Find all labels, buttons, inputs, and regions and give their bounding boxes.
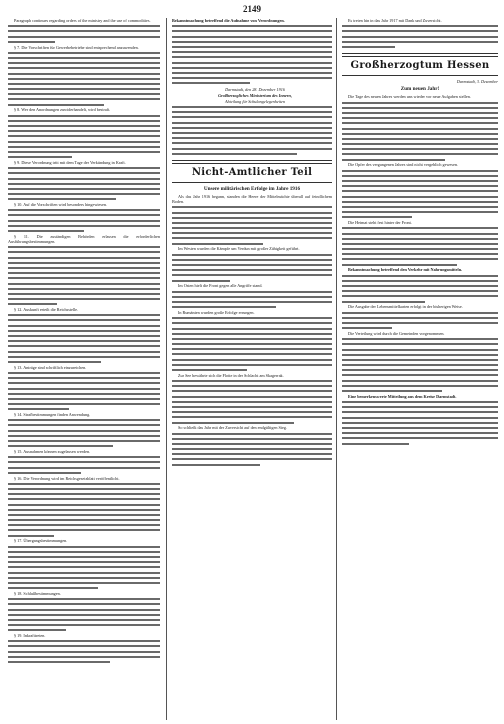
text-line (8, 435, 160, 439)
text-line (8, 624, 160, 628)
text-line (8, 319, 160, 323)
text-line (342, 41, 498, 45)
text-block (8, 456, 160, 475)
ministry-signature: Großherzogliches Ministerium des Innern, (218, 93, 292, 99)
text-line (8, 283, 160, 287)
text-line (8, 483, 160, 487)
text-line (8, 257, 160, 261)
text-line (172, 380, 332, 384)
text-line (172, 137, 332, 141)
text-line (8, 566, 160, 570)
column-rule (336, 18, 337, 720)
text-line (172, 254, 332, 258)
text-line (8, 388, 160, 392)
text-line (172, 111, 332, 115)
text-line (172, 464, 260, 468)
text-line (172, 72, 332, 76)
text-block (172, 433, 332, 468)
text-line (342, 432, 498, 436)
paragraph: Die Opfer des vergangenen Jahres sind nicht vergeblich gewesen. (348, 162, 458, 168)
text-line (342, 233, 498, 237)
text-line (342, 238, 498, 242)
text-line (342, 359, 498, 363)
text-line (172, 328, 332, 332)
text-line (172, 222, 332, 226)
paragraph: Im Osten hielt die Front gegen alle Angriffe stand. (178, 283, 263, 289)
text-line (8, 57, 160, 61)
paragraph: Zur See bewährte sich die Flotte in der Schlacht am Skagerrak. (178, 372, 284, 378)
text-line (8, 62, 160, 66)
text-line (8, 325, 160, 329)
text-block (172, 380, 332, 425)
paragraph: § 19. Inkrafttreten. (14, 633, 46, 639)
text-line (342, 128, 498, 132)
text-line (172, 353, 332, 357)
text-line (8, 509, 160, 513)
text-line (8, 193, 160, 197)
paragraph: Die Ausgabe der Lebensmittelkarten erfolgt in der bisherigen Weise. (348, 304, 463, 310)
text-block (342, 25, 498, 50)
text-line (8, 377, 160, 381)
text-line (342, 46, 395, 50)
text-line (8, 220, 160, 224)
text-line (342, 349, 498, 353)
text-line (342, 201, 498, 205)
text-line (172, 106, 332, 110)
text-line (172, 132, 332, 136)
section-divider (342, 53, 498, 57)
text-line (8, 167, 160, 171)
text-line (8, 651, 160, 655)
paragraph: § 16. Die Verordnung wird im Reichsgesetzblatt veröffentlicht. (14, 475, 120, 481)
text-line (8, 372, 160, 376)
text-line (342, 190, 498, 194)
article-title: Unsere militärischen Erfolge im Jahre 1916 (203, 185, 301, 192)
paragraph: § 18. Schlußbestimmungen. (14, 590, 61, 596)
text-line (8, 340, 160, 344)
text-line (8, 556, 160, 560)
text-line (172, 269, 332, 273)
text-line (342, 380, 498, 384)
text-line (8, 419, 160, 423)
paragraph: Die Tage des neuen Jahres werden uns wieder vor neue Aufgaben stellen. (348, 94, 471, 100)
text-line (172, 148, 332, 152)
text-line (172, 116, 332, 120)
text-line (342, 25, 498, 29)
paragraph: § 15. Ausnahmen können zugelassen werden. (14, 449, 91, 455)
text-line (342, 427, 498, 431)
text-block (342, 227, 498, 267)
text-line (8, 356, 160, 360)
text-line (172, 153, 297, 157)
text-line (8, 67, 160, 71)
text-block (342, 275, 498, 305)
text-line (172, 338, 332, 342)
column-1 (8, 18, 160, 720)
text-line (8, 335, 160, 339)
text-line (172, 333, 332, 337)
text-line (8, 603, 160, 607)
text-line (8, 551, 160, 555)
text-block (342, 170, 498, 220)
text-line (8, 504, 160, 508)
paragraph: § 9. Diese Verordnung tritt mit dem Tage der Verkündung in Kraft. (14, 159, 126, 165)
text-line (342, 364, 498, 368)
text-line (8, 36, 160, 40)
text-line (8, 614, 160, 618)
text-line (342, 211, 498, 215)
text-line (342, 385, 498, 389)
text-line (342, 102, 498, 106)
text-line (172, 317, 332, 321)
text-block (8, 209, 160, 234)
text-line (8, 288, 160, 292)
text-line (342, 258, 498, 262)
text-line (342, 122, 498, 126)
paragraph: Im Westen wurden die Kämpfe um Verdun mit großer Zähigkeit geführt. (178, 246, 300, 252)
text-line (8, 645, 160, 649)
text-line (172, 142, 332, 146)
text-line (342, 196, 498, 200)
text-line (172, 343, 332, 347)
text-line (8, 209, 160, 213)
text-block (8, 246, 160, 307)
text-line (8, 178, 160, 182)
text-line (172, 448, 332, 452)
text-line (8, 188, 160, 192)
text-line (8, 514, 160, 518)
text-line (342, 317, 498, 321)
text-line (8, 172, 160, 176)
text-line (8, 115, 160, 119)
paragraph: Bekanntmachung betreffend den Verkehr mit Nahrungsmitteln. (348, 267, 463, 273)
text-line (342, 133, 498, 137)
text-line (8, 519, 160, 523)
text-line (8, 141, 160, 145)
column-3 (342, 18, 498, 720)
paragraph: Die Verteilung wird durch die Gemeinden vorgenommen. (348, 330, 445, 336)
text-line (8, 120, 160, 124)
text-block (172, 25, 332, 86)
text-line (342, 280, 498, 284)
text-line (8, 25, 160, 29)
paragraph: § 14. Strafbestimmungen finden Anwendung. (14, 412, 91, 418)
text-line (172, 443, 332, 447)
text-line (8, 440, 160, 444)
text-line (8, 661, 110, 665)
text-line (342, 253, 498, 257)
text-line (8, 393, 160, 397)
text-line (8, 546, 160, 550)
text-line (342, 422, 498, 426)
text-line (8, 225, 160, 229)
text-line (8, 298, 160, 302)
paragraph: § 10. Auf die Vorschriften wird besonders hingewiesen. (14, 202, 107, 208)
text-line (342, 443, 409, 447)
text-line (172, 396, 332, 400)
text-block (8, 640, 160, 665)
text-line (172, 67, 332, 71)
section-divider (172, 182, 332, 183)
text-line (342, 343, 498, 347)
text-line (8, 598, 160, 602)
text-line (342, 437, 498, 441)
text-line (172, 390, 332, 394)
text-line (172, 77, 332, 81)
paragraph: § 8. Wer den Anordnungen zuwiderhandelt, wird bestraft. (14, 107, 111, 113)
text-line (172, 41, 332, 45)
text-line (8, 619, 160, 623)
text-block (172, 106, 332, 156)
text-block (8, 25, 160, 44)
article-title: Zum neuen Jahr! (400, 85, 440, 92)
text-line (8, 125, 160, 129)
text-line (342, 30, 498, 34)
text-line (8, 430, 160, 434)
section-divider (172, 160, 332, 164)
paragraph: § 13. Anträge sind schriftlich einzureichen. (14, 364, 87, 370)
text-line (172, 127, 332, 131)
text-line (8, 30, 160, 34)
text-line (8, 214, 160, 218)
text-line (8, 146, 160, 150)
text-line (342, 369, 498, 373)
text-line (172, 206, 332, 210)
text-line (172, 227, 332, 231)
text-line (8, 93, 160, 97)
section-heading: Nicht-Amtlicher Teil (191, 166, 313, 178)
text-line (342, 143, 498, 147)
text-line (342, 338, 498, 342)
text-line (172, 291, 332, 295)
text-line (172, 433, 332, 437)
text-block (342, 312, 498, 331)
column-rule (166, 18, 167, 720)
text-line (8, 88, 160, 92)
text-line (8, 382, 160, 386)
text-block (342, 401, 498, 446)
text-line (342, 411, 498, 415)
paragraph: § 17. Übergangsbestimmungen. (14, 538, 68, 544)
text-line (8, 78, 160, 82)
text-line (8, 262, 160, 266)
text-line (342, 290, 498, 294)
text-line (8, 582, 160, 586)
paragraph: Es treten hin in das Jahr 1917 mit Dank und Zuversicht. (348, 18, 442, 23)
text-line (172, 364, 332, 368)
text-line (172, 359, 332, 363)
text-line (8, 135, 160, 139)
text-line (172, 82, 250, 86)
text-line (8, 424, 160, 428)
text-line (8, 403, 160, 407)
text-line (172, 348, 332, 352)
text-line (172, 438, 332, 442)
text-line (8, 498, 160, 502)
text-line (8, 524, 160, 528)
text-line (342, 153, 498, 157)
text-line (8, 345, 160, 349)
text-line (8, 456, 160, 460)
text-block (342, 102, 498, 163)
text-line (8, 183, 160, 187)
dateline: Darmstadt, den 28. Dezember 1916 (225, 87, 285, 93)
text-line (172, 411, 332, 415)
text-line (8, 52, 160, 56)
text-line (172, 46, 332, 50)
paragraph: So schließt das Jahr mit der Zuversicht auf den endgültigen Sieg. (178, 425, 287, 431)
text-line (8, 251, 160, 255)
text-block (8, 419, 160, 449)
text-block (342, 338, 498, 394)
text-line (172, 62, 332, 66)
text-line (8, 561, 160, 565)
paragraph: Eine bemerkenswerte Mitteilung aus dem Kreise Darmstadt. (348, 393, 457, 399)
text-line (8, 267, 160, 271)
text-line (172, 51, 332, 55)
paragraph: Als das Jahr 1916 begann, standen die Heere der Mittelmächte überall auf feindlichem Boden. (172, 193, 332, 205)
text-line (172, 301, 332, 305)
text-line (8, 293, 160, 297)
text-line (342, 354, 498, 358)
text-line (342, 406, 498, 410)
text-line (342, 138, 498, 142)
text-line (342, 107, 498, 111)
text-line (342, 295, 498, 299)
text-line (172, 25, 332, 29)
text-line (342, 243, 498, 247)
dateline: Darmstadt, 3. Dezember (456, 78, 498, 84)
page-number: 2149 (243, 4, 261, 14)
text-line (8, 130, 160, 134)
text-line (172, 453, 332, 457)
text-block (8, 115, 160, 160)
text-line (8, 272, 160, 276)
text-line (172, 36, 332, 40)
text-line (172, 458, 332, 462)
text-line (8, 73, 160, 77)
text-line (342, 275, 498, 279)
text-line (172, 401, 332, 405)
text-block (8, 483, 160, 539)
column-2 (172, 18, 332, 720)
paragraph: § 7. Die Vorschriften für Gewerbebetriebe sind entsprechend anzuwenden. (14, 44, 139, 50)
text-block (172, 254, 332, 284)
text-line (172, 274, 332, 278)
paragraph: Paragraph continues regarding orders of the ministry and the use of commodities. (14, 18, 151, 23)
section-divider (342, 75, 498, 76)
text-block (8, 314, 160, 364)
text-line (8, 656, 160, 660)
text-line (342, 117, 498, 121)
text-line (172, 56, 332, 60)
text-line (342, 322, 498, 326)
text-line (342, 36, 498, 40)
text-line (8, 493, 160, 497)
text-line (342, 417, 498, 421)
text-line (342, 175, 498, 179)
section-heading: Großherzogtum Hessen (350, 59, 490, 71)
text-line (342, 285, 498, 289)
text-line (8, 609, 160, 613)
text-line (8, 572, 160, 576)
text-line (172, 322, 332, 326)
text-block (172, 291, 332, 310)
text-line (342, 374, 498, 378)
text-line (172, 416, 332, 420)
text-block (8, 372, 160, 412)
text-line (172, 296, 332, 300)
text-line (8, 488, 160, 492)
text-line (342, 185, 498, 189)
notice-heading: Bekanntmachung betreffend die Aufnahme von Verordnungen. (172, 18, 285, 23)
text-line (172, 212, 332, 216)
text-line (342, 248, 498, 252)
text-line (342, 206, 498, 210)
text-block (172, 317, 332, 373)
text-line (8, 246, 160, 250)
department-signature: Abteilung für Schulangelegenheiten (224, 99, 285, 105)
text-line (172, 30, 332, 34)
text-line (172, 259, 332, 263)
text-line (342, 112, 498, 116)
text-line (342, 170, 498, 174)
text-block (172, 206, 332, 246)
text-line (8, 529, 160, 533)
text-line (342, 312, 498, 316)
paragraph: In Rumänien wurden große Erfolge errungen. (178, 309, 255, 315)
text-line (342, 180, 498, 184)
text-line (8, 151, 160, 155)
text-line (172, 122, 332, 126)
text-line (342, 401, 498, 405)
text-line (8, 98, 160, 102)
text-block (8, 546, 160, 591)
text-block (8, 598, 160, 633)
text-line (172, 217, 332, 221)
text-line (172, 237, 332, 241)
paragraph: § 12. Auskunft erteilt die Reichsstelle. (14, 307, 79, 313)
text-line (8, 640, 160, 644)
text-line (342, 148, 498, 152)
paragraph: Die Heimat steht fest hinter der Front. (348, 220, 412, 226)
text-block (8, 167, 160, 202)
text-line (172, 232, 332, 236)
newspaper-page (4, 4, 500, 720)
text-line (172, 264, 332, 268)
text-line (8, 467, 160, 471)
text-line (8, 330, 160, 334)
text-line (8, 277, 160, 281)
text-line (8, 314, 160, 318)
text-line (8, 461, 160, 465)
text-line (172, 406, 332, 410)
text-line (8, 577, 160, 581)
text-line (8, 351, 160, 355)
text-line (342, 227, 498, 231)
text-line (172, 385, 332, 389)
text-line (8, 83, 160, 87)
paragraph: § 11. Die zuständigen Behörden erlassen die erforderlichen Ausführungsbestimmungen. (8, 233, 160, 245)
text-line (8, 398, 160, 402)
text-block (8, 52, 160, 108)
